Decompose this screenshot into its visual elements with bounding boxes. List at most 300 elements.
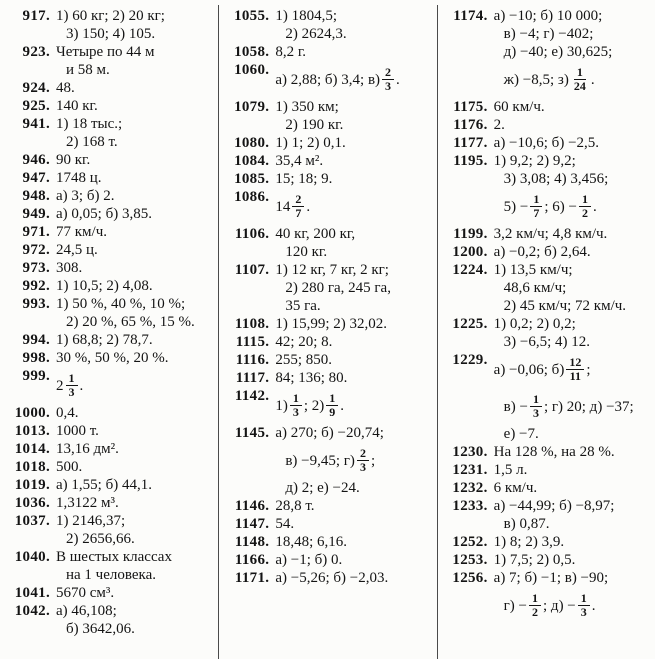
answer-body: [275, 369, 432, 387]
answer-entry: [2, 223, 214, 241]
answer-line: 1) 0,2; 2) 0,2;: [493, 316, 576, 332]
answer-line: 35,4 м².: [275, 153, 324, 169]
answer-number: 1174.: [453, 8, 488, 24]
answer-line: На 128 %, на 28 %.: [493, 444, 615, 460]
answer-entry: [221, 351, 432, 369]
answer-body: [56, 115, 214, 151]
answer-number: 972.: [22, 242, 50, 258]
answer-entry: [2, 187, 214, 205]
answer-entry: [221, 369, 432, 387]
answer-body: [56, 97, 214, 115]
answer-body: [494, 569, 651, 624]
answer-number: 917.: [22, 8, 50, 24]
answer-entry: [221, 497, 432, 515]
answer-number: 1176.: [453, 117, 488, 133]
answer-body: [494, 243, 651, 261]
answer-entry: [440, 243, 651, 261]
answer-line: 14 $\frac{2}{7}$ .: [275, 192, 311, 220]
answer-line: 140 кг.: [56, 98, 98, 114]
answer-entry: [221, 43, 432, 61]
answer-entry: [221, 551, 432, 569]
answer-line: 1000 т.: [56, 423, 99, 439]
answer-line: 24,5 ц.: [56, 242, 98, 258]
answer-line: 2) 168 т.: [66, 134, 118, 150]
answer-body: [275, 98, 432, 134]
answer-body: [275, 387, 432, 424]
answer-line: 42; 20; 8.: [275, 334, 333, 350]
answer-number: 947.: [22, 170, 50, 186]
answer-line: Четыре по 44 м: [56, 44, 155, 60]
answer-entry: [440, 461, 651, 479]
answer-body: [494, 7, 651, 98]
answer-line: 35 га.: [285, 298, 321, 314]
answer-body: [56, 349, 214, 367]
answer-line: б) 3642,06.: [66, 621, 135, 637]
answer-line: 3,2 км/ч; 4,8 км/ч.: [493, 226, 608, 242]
answer-number: 923.: [22, 44, 50, 60]
answer-body: [494, 315, 651, 351]
answer-body: [56, 512, 214, 548]
answer-entry: [440, 315, 651, 351]
fraction: $\frac{2}{3}$: [382, 66, 394, 93]
answer-line: 2) 2656,66.: [66, 531, 135, 547]
answer-entry: [221, 569, 432, 587]
answer-entry: [2, 169, 214, 187]
answer-entry: [440, 7, 651, 98]
answer-entry: [440, 134, 651, 152]
answer-entry: [221, 134, 432, 152]
answer-body: [494, 116, 651, 134]
answer-line: а) 2,88; б) 3,4; в) $\frac{2}{3}$ .: [275, 65, 400, 93]
answer-line: 3) 3,08; 4) 3,456;: [503, 171, 609, 187]
answer-entry: [440, 569, 651, 624]
answer-line: 40 кг, 200 кг,: [275, 226, 356, 242]
answer-entry: [2, 43, 214, 79]
answer-line: а) 0,05; б) 3,85.: [56, 206, 152, 222]
answer-line: 60 км/ч.: [493, 99, 545, 115]
answer-number: 1177.: [453, 135, 488, 151]
answer-number: 1116.: [235, 352, 270, 368]
answer-entry: [221, 170, 432, 188]
answer-body: [275, 315, 432, 333]
answer-line: 2) 2624,3.: [285, 26, 347, 42]
answer-line: 28,8 т.: [275, 498, 315, 514]
answer-entry: [2, 458, 214, 476]
answer-line: 3) 150; 4) 105.: [66, 26, 156, 42]
answer-line: 30 %, 50 %, 20 %.: [56, 350, 169, 366]
answer-entry: [221, 188, 432, 225]
answer-line: 2) 280 га, 245 га,: [285, 280, 391, 296]
answer-body: [56, 548, 214, 584]
answer-body: [56, 259, 214, 277]
answer-number: 1171.: [234, 570, 270, 586]
answer-number: 1253.: [452, 552, 488, 568]
answer-line: а) −1; б) 0.: [275, 552, 343, 568]
answer-entry: [440, 98, 651, 116]
answer-number: 1086.: [234, 189, 270, 205]
answer-line: 90 кг.: [56, 152, 91, 168]
answer-body: [275, 551, 432, 569]
answer-body: [275, 43, 432, 61]
answer-line: 2.: [493, 117, 505, 133]
answer-number: 948.: [22, 188, 50, 204]
answer-body: [56, 151, 214, 169]
answer-entry: [2, 476, 214, 494]
answer-number: 1108.: [234, 316, 270, 332]
answer-entry: [440, 116, 651, 134]
answer-body: [494, 479, 651, 497]
answer-entry: [221, 387, 432, 424]
fraction: $\frac{1}{3}$: [578, 592, 590, 619]
answer-line: В шестых классах: [56, 549, 172, 565]
answer-body: [56, 331, 214, 349]
answer-body: [275, 515, 432, 533]
answer-line: а) −0,06; б) $\frac{12}{11}$ ;: [493, 355, 591, 383]
answer-line: 1) 10,5; 2) 4,08.: [56, 278, 153, 294]
answer-line: д) 2; е) −24.: [285, 480, 360, 496]
answer-body: [56, 241, 214, 259]
answer-number: 1060.: [234, 62, 270, 78]
answer-number: 1079.: [234, 99, 270, 115]
answer-entry: [221, 152, 432, 170]
answer-body: [56, 7, 214, 43]
answer-number: 1041.: [14, 585, 50, 601]
answer-number: 1084.: [234, 153, 270, 169]
answer-line: 500.: [56, 459, 83, 475]
answer-number: 1058.: [234, 44, 270, 60]
answer-body: [56, 187, 214, 205]
answer-number: 973.: [22, 260, 50, 276]
answer-entry: [2, 277, 214, 295]
answer-body: [275, 152, 432, 170]
answer-number: 1014.: [14, 441, 50, 457]
answer-number: 1166.: [234, 552, 270, 568]
answer-body: [56, 223, 214, 241]
answer-entry: [440, 533, 651, 551]
answer-line: а) 3; б) 2.: [56, 188, 115, 204]
answer-body: [494, 443, 651, 461]
answer-line: в) − $\frac{1}{3}$ ; г) 20; д) −37;: [503, 392, 634, 420]
fraction: $\frac{1}{24}$: [573, 65, 586, 93]
fraction: $\frac{1}{2}$: [529, 592, 541, 619]
answer-entry: [2, 205, 214, 223]
answer-entry: [2, 494, 214, 512]
answer-entry: [221, 515, 432, 533]
answer-line: 13,16 дм².: [56, 441, 119, 457]
fraction: $\frac{12}{11}$: [566, 356, 584, 383]
answer-body: [494, 98, 651, 116]
answer-body: [494, 261, 651, 315]
answer-line: 1,5 л.: [493, 462, 528, 478]
answer-line: г) − $\frac{1}{2}$ ; д) − $\frac{1}{3}$ .: [503, 591, 596, 619]
fraction: $\frac{1}{9}$: [326, 392, 338, 419]
answer-line: а) 270; б) −20,74;: [275, 425, 384, 441]
answer-number: 992.: [22, 278, 50, 294]
answer-line: 2) 190 кг.: [285, 117, 344, 133]
answer-line: а) −5,26; б) −2,03.: [275, 570, 389, 586]
answer-line: в) −4; г) −402;: [503, 26, 594, 42]
answer-number: 1042.: [14, 603, 50, 619]
answer-number: 1256.: [452, 570, 488, 586]
answer-line: 120 кг.: [285, 244, 328, 260]
answer-number: 1055.: [234, 8, 270, 24]
answer-body: [56, 205, 214, 223]
answer-line: 54.: [275, 516, 295, 532]
answer-number: 999.: [22, 368, 50, 384]
answer-line: 3) −6,5; 4) 12.: [503, 334, 591, 350]
answer-line: 18,48; 6,16.: [275, 534, 347, 550]
answer-line: ж) −8,5; з) $\frac{1}{24}$ .: [503, 65, 595, 93]
answer-body: [56, 584, 214, 602]
answer-line: 1) 50 %, 40 %, 10 %;: [56, 296, 186, 312]
answer-body: [56, 422, 214, 440]
answer-line: в) 0,87.: [503, 516, 550, 532]
answer-body: [275, 261, 432, 315]
answer-body: [275, 170, 432, 188]
answer-body: [275, 134, 432, 152]
answer-body: [56, 43, 214, 79]
answer-entry: [2, 367, 214, 404]
answer-body: [56, 295, 214, 331]
answer-number: 941.: [22, 116, 50, 132]
answer-number: 1252.: [452, 534, 488, 550]
answer-line: на 1 человека.: [66, 567, 156, 583]
fraction: $\frac{1}{2}$: [579, 193, 591, 220]
answer-body: [275, 333, 432, 351]
answer-number: 1224.: [452, 262, 488, 278]
answer-body: [56, 494, 214, 512]
answer-number: 1199.: [453, 226, 488, 242]
answer-number: 1085.: [234, 171, 270, 187]
answer-number: 1040.: [14, 549, 50, 565]
answer-number: 946.: [22, 152, 50, 168]
answer-entry: [440, 225, 651, 243]
answer-entry: [2, 97, 214, 115]
answer-number: 998.: [22, 350, 50, 366]
answer-entry: [2, 548, 214, 584]
answer-line: 1) 9,2; 2) 9,2;: [493, 153, 576, 169]
answers-column-1: [0, 5, 218, 659]
answer-line: 1) 7,5; 2) 0,5.: [493, 552, 576, 568]
answer-number: 1147.: [234, 516, 270, 532]
answer-entry: [2, 440, 214, 458]
answer-line: а) −44,99; б) −8,97;: [493, 498, 615, 514]
answer-line: 5) − $\frac{1}{7}$ ; 6) − $\frac{1}{2}$ .: [503, 192, 597, 220]
answer-entry: [2, 241, 214, 259]
fraction: $\frac{1}{3}$: [290, 392, 302, 419]
answer-line: 84; 136; 80.: [275, 370, 348, 386]
answer-body: [56, 277, 214, 295]
answer-entry: [221, 98, 432, 134]
answer-body: [275, 61, 432, 98]
answer-entry: [2, 584, 214, 602]
fraction: $\frac{1}{3}$: [530, 393, 542, 420]
fraction: $\frac{1}{3}$: [66, 372, 78, 399]
answer-entry: [221, 333, 432, 351]
answer-line: 1) 2146,37;: [56, 513, 126, 529]
answer-line: 2) 20 %, 65 %, 15 %.: [66, 314, 195, 330]
answer-entry: [2, 79, 214, 97]
answer-number: 1142.: [234, 388, 270, 404]
answer-entry: [2, 115, 214, 151]
answer-number: 1175.: [453, 99, 488, 115]
answer-entry: [440, 479, 651, 497]
answer-number: 1107.: [234, 262, 270, 278]
answer-line: 48,6 км/ч;: [503, 280, 567, 296]
answer-number: 1080.: [234, 135, 270, 151]
answer-line: 1) 1; 2) 0,1.: [275, 135, 346, 151]
answer-number: 1230.: [452, 444, 488, 460]
answer-line: 308.: [56, 260, 83, 276]
answer-body: [56, 79, 214, 97]
fraction: $\frac{2}{7}$: [292, 193, 304, 220]
fraction: $\frac{2}{3}$: [357, 447, 369, 474]
answer-body: [494, 533, 651, 551]
answer-line: 1) 350 км;: [275, 99, 339, 115]
answer-line: а) −10; б) 10 000;: [493, 8, 603, 24]
answer-line: д) −40; е) 30,625;: [503, 44, 613, 60]
answer-line: 1) 68,8; 2) 78,7.: [56, 332, 153, 348]
answer-line: 1) 1804,5;: [275, 8, 337, 24]
answer-line: 1748 ц.: [56, 170, 102, 186]
answer-number: 1231.: [452, 462, 488, 478]
answer-number: 924.: [22, 80, 50, 96]
answer-entry: [221, 225, 432, 261]
answer-entry: [221, 7, 432, 43]
answer-number: 993.: [22, 296, 50, 312]
answer-entry: [440, 443, 651, 461]
answer-body: [56, 404, 214, 422]
answer-entry: [440, 261, 651, 315]
answers-column-2: [218, 5, 436, 659]
answer-number: 1200.: [452, 244, 488, 260]
answer-entry: [2, 7, 214, 43]
answer-number: 971.: [22, 224, 50, 240]
answer-line: 1) $\frac{1}{3}$ ; 2) $\frac{1}{9}$ .: [275, 391, 344, 419]
answer-entry: [221, 315, 432, 333]
answer-number: 1146.: [234, 498, 270, 514]
answer-entry: [2, 602, 214, 638]
answer-number: 1229.: [452, 352, 488, 368]
answer-line: а) 7; б) −1; в) −90;: [493, 570, 609, 586]
answer-line: 8,2 г.: [275, 44, 307, 60]
answer-body: [494, 225, 651, 243]
answer-body: [494, 497, 651, 533]
answer-entry: [440, 551, 651, 569]
answer-entry: [2, 404, 214, 422]
answer-number: 1195.: [453, 153, 488, 169]
answer-entry: [440, 152, 651, 225]
answer-number: 1018.: [14, 459, 50, 475]
answer-body: [494, 551, 651, 569]
answer-body: [494, 134, 651, 152]
answer-body: [56, 602, 214, 638]
answer-number: 1117.: [235, 370, 270, 386]
answer-body: [56, 440, 214, 458]
answer-line: 2) 45 км/ч; 72 км/ч.: [503, 298, 627, 314]
answer-line: 5670 см³.: [56, 585, 115, 601]
answer-line: в) −9,45; г) $\frac{2}{3}$ ;: [285, 446, 376, 474]
answer-body: [494, 351, 651, 443]
answer-entry: [221, 533, 432, 551]
answer-body: [56, 458, 214, 476]
answer-body: [275, 424, 432, 497]
answer-body: [275, 351, 432, 369]
answer-number: 994.: [22, 332, 50, 348]
answer-line: 1) 8; 2) 3,9.: [493, 534, 565, 550]
answer-entry: [440, 497, 651, 533]
answer-number: 1148.: [234, 534, 270, 550]
answer-number: 925.: [22, 98, 50, 114]
answer-number: 1115.: [235, 334, 270, 350]
answer-line: а) 46,108;: [56, 603, 117, 619]
answer-line: 48.: [56, 80, 75, 96]
answer-number: 1233.: [452, 498, 488, 514]
answer-number: 1232.: [452, 480, 488, 496]
answer-entry: [221, 61, 432, 98]
answer-number: 1013.: [14, 423, 50, 439]
answer-line: 255; 850.: [275, 352, 332, 368]
answer-body: [275, 7, 432, 43]
answer-line: 1) 15,99; 2) 32,02.: [275, 316, 387, 332]
answer-line: 6 км/ч.: [493, 480, 538, 496]
answer-entry: [221, 261, 432, 315]
answer-entry: [2, 259, 214, 277]
answer-number: 1106.: [234, 226, 270, 242]
answer-entry: [2, 295, 214, 331]
answer-body: [494, 461, 651, 479]
fraction: $\frac{1}{7}$: [530, 193, 542, 220]
answer-entry: [2, 349, 214, 367]
answer-line: 1) 60 кг; 2) 20 кг;: [56, 8, 165, 24]
answer-entry: [2, 331, 214, 349]
answer-line: и 58 м.: [66, 62, 110, 78]
answer-line: 1) 12 кг, 7 кг, 2 кг;: [275, 262, 389, 278]
answer-number: 1036.: [14, 495, 50, 511]
answer-entry: [2, 512, 214, 548]
answer-line: 1) 13,5 км/ч;: [493, 262, 573, 278]
answer-number: 1037.: [14, 513, 50, 529]
answer-body: [275, 569, 432, 587]
answer-line: а) −10,6; б) −2,5.: [493, 135, 600, 151]
answer-number: 1145.: [234, 425, 270, 441]
answer-body: [56, 367, 214, 404]
answer-line: 77 км/ч.: [56, 224, 107, 240]
answer-body: [56, 476, 214, 494]
answer-line: 1,3122 м³.: [56, 495, 119, 511]
answer-line: е) −7.: [503, 426, 539, 442]
answer-entry: [2, 422, 214, 440]
answer-entry: [221, 424, 432, 497]
answer-number: 1225.: [452, 316, 488, 332]
answer-body: [494, 152, 651, 225]
answer-number: 949.: [22, 206, 50, 222]
answer-line: 0,4.: [56, 405, 79, 421]
answer-line: а) −0,2; б) 2,64.: [493, 244, 591, 260]
answer-body: [56, 169, 214, 187]
answer-line: 1) 18 тыс.;: [56, 116, 123, 132]
answer-number: 1000.: [14, 405, 50, 421]
answer-number: 1019.: [14, 477, 50, 493]
answer-line: а) 1,55; б) 44,1.: [56, 477, 152, 493]
answer-body: [275, 497, 432, 515]
answer-line: 2 $\frac{1}{3}$ .: [56, 371, 84, 399]
answer-entry: [2, 151, 214, 169]
answers-column-3: [437, 5, 655, 659]
answer-body: [275, 533, 432, 551]
answer-line: 15; 18; 9.: [275, 171, 333, 187]
answer-body: [275, 225, 432, 261]
